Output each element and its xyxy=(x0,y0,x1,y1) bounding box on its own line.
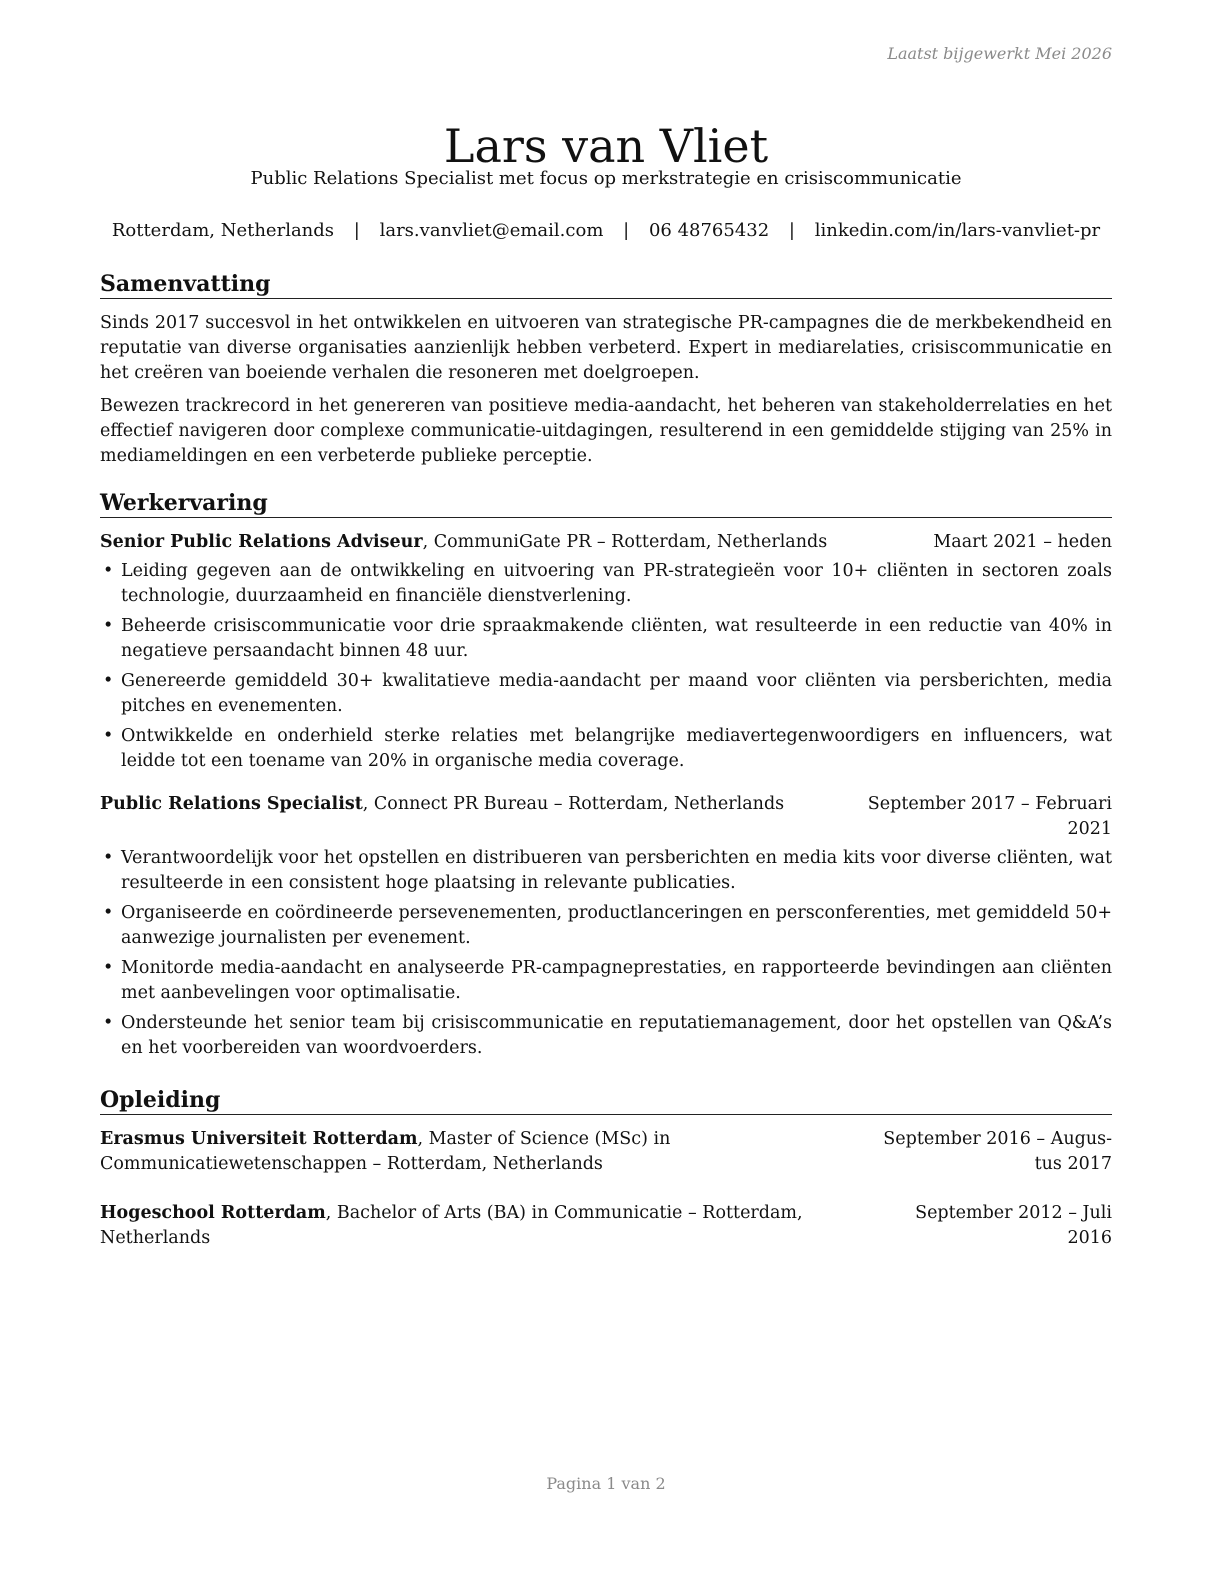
education-school: Erasmus Universiteit Rotterdam xyxy=(100,1129,418,1149)
list-item xyxy=(100,846,1112,896)
bullet-dot: • xyxy=(103,958,114,978)
bullet-dot: • xyxy=(103,671,114,691)
education-dates-line: 2016 xyxy=(1067,1228,1112,1248)
job-role: Senior Public Relations Adviseur xyxy=(100,532,423,552)
education-entry xyxy=(100,1201,1112,1251)
summary-heading: Samenvatting xyxy=(100,270,1112,299)
contact-separator: | xyxy=(788,220,795,241)
job-title-line xyxy=(100,792,784,817)
contact-phone[interactable]: 06 48765432 xyxy=(648,220,770,241)
contact-line xyxy=(100,220,1112,241)
list-item xyxy=(100,901,1112,951)
summary-section xyxy=(100,270,1112,477)
education-degree: , Master of Science (MSc) in Communicatiewetenschappen – Rotterdam, Netherlands xyxy=(100,1129,671,1174)
contact-linkedin[interactable]: linkedin.com/in/lars-vanvliet-pr xyxy=(814,220,1101,241)
list-item xyxy=(100,1011,1112,1061)
job-dates-line: 2021 xyxy=(1067,819,1112,839)
bullet-text: Beheerde crisiscommunicatie voor drie spraakmakende cliënten, wat resulteerde in een reductie van 40% in negatieve persaandacht binnen 48 uur. xyxy=(121,616,1112,661)
contact-email[interactable]: lars.vanvliet@email.com xyxy=(379,220,604,241)
education-section xyxy=(100,1086,1112,1275)
bullet-dot: • xyxy=(103,616,114,636)
bullet-dot: • xyxy=(103,848,114,868)
bullet-text: Leiding gegeven aan de ontwikkeling en uitvoering van PR-strategieën voor 10+ cliënten in sectoren zoals technologie, duurzaamheid en financiële dienstverlening. xyxy=(121,561,1112,606)
experience-section xyxy=(100,489,1112,1066)
job-dates-line: September 2017 – Februari xyxy=(867,794,1112,814)
tagline: Public Relations Specialist met focus op merkstrategie en crisiscommunicatie xyxy=(250,168,962,189)
job-org: , Connect PR Bureau – Rotterdam, Netherlands xyxy=(362,794,785,814)
bullet-dot: • xyxy=(103,1013,114,1033)
list-item xyxy=(100,669,1112,719)
bullet-dot: • xyxy=(103,903,114,923)
education-title-line xyxy=(100,1127,873,1177)
education-heading: Opleiding xyxy=(100,1086,1112,1115)
education-dates xyxy=(915,1201,1112,1251)
job-bullets xyxy=(100,846,1112,1061)
list-item xyxy=(100,559,1112,609)
education-dates-line: tus 2017 xyxy=(1034,1154,1112,1174)
education-dates-line: September 2012 – Juli xyxy=(915,1203,1112,1223)
job-header xyxy=(100,792,1112,842)
bullet-dot: • xyxy=(103,561,114,581)
job-entry xyxy=(100,792,1112,1061)
contact-separator: | xyxy=(353,220,360,241)
education-dates xyxy=(883,1127,1112,1177)
list-item xyxy=(100,956,1112,1006)
bullet-text: Organiseerde en coördineerde persevenementen, productlanceringen en persconferenties, met gemiddeld 50+ aanwezige journalisten per evenement. xyxy=(121,903,1112,948)
list-item xyxy=(100,614,1112,664)
summary-paragraph: Bewezen trackrecord in het genereren van positieve media-aandacht, het beheren van stakeholderrelaties en het effectief navigeren door complexe communicatie-uitdagingen, resulterend in een gemiddelde stijging van 25% in mediameldingen en een verbeterde publieke perceptie. xyxy=(100,396,1112,466)
job-dates: Maart 2021 – heden xyxy=(933,532,1112,552)
education-title-line xyxy=(100,1201,905,1251)
bullet-text: Genereerde gemiddeld 30+ kwalitatieve media-aandacht per maand voor cliënten via persberichten, media pitches en evenementen. xyxy=(121,671,1112,716)
bullet-dot: • xyxy=(103,726,114,746)
job-header xyxy=(100,530,1112,555)
job-entry xyxy=(100,530,1112,774)
job-role: Public Relations Specialist xyxy=(100,794,363,814)
job-title-line xyxy=(100,530,827,555)
bullet-text: Monitorde media-aandacht en analyseerde PR-campagneprestaties, en rapporteerde bevindingen aan cliënten met aanbevelingen voor optimalisatie. xyxy=(121,958,1112,1003)
education-degree: , Bachelor of Arts (BA) in Communicatie – Rotterdam, Netherlands xyxy=(100,1203,803,1248)
resume-page xyxy=(100,0,1112,1584)
education-entry xyxy=(100,1127,1112,1177)
page-number: Pagina 1 van 2 xyxy=(546,1474,666,1493)
bullet-text: Verantwoordelijk voor het opstellen en distribueren van persberichten en media kits voor diverse cliënten, wat resulteerde in een consistent hoge plaatsing in relevante publicaties. xyxy=(121,848,1112,893)
education-dates-line: September 2016 – Augus- xyxy=(883,1129,1112,1149)
education-school: Hogeschool Rotterdam xyxy=(100,1203,326,1223)
bullet-text: Ondersteunde het senior team bij crisiscommunicatie en reputatiemanagement, door het opstellen van Q&A’s en het voorbereiden van woordvoerders. xyxy=(121,1013,1112,1058)
experience-heading: Werkervaring xyxy=(100,489,1112,518)
contact-separator: | xyxy=(623,220,630,241)
job-dates xyxy=(868,792,1112,842)
contact-location: Rotterdam, Netherlands xyxy=(111,220,335,241)
summary-paragraph: Sinds 2017 succesvol in het ontwikkelen en uitvoeren van strategische PR-campagnes die de merkbekendheid en reputatie van diverse organisaties aanzienlijk hebben verbeterd. Expert in mediarelaties, crisiscommunicatie en het creëren van boeiende verhalen die resoneren met doelgroepen. xyxy=(100,313,1112,383)
job-bullets xyxy=(100,559,1112,774)
list-item xyxy=(100,724,1112,774)
bullet-text: Ontwikkelde en onderhield sterke relaties met belangrijke mediavertegenwoordigers en influencers, wat leidde tot een toename van 20% in organische media coverage. xyxy=(121,726,1112,771)
last-updated: Laatst bijgewerkt Mei 2026 xyxy=(887,44,1112,63)
job-org: , CommuniGate PR – Rotterdam, Netherlands xyxy=(422,532,828,552)
candidate-name: Lars van Vliet xyxy=(443,118,769,173)
